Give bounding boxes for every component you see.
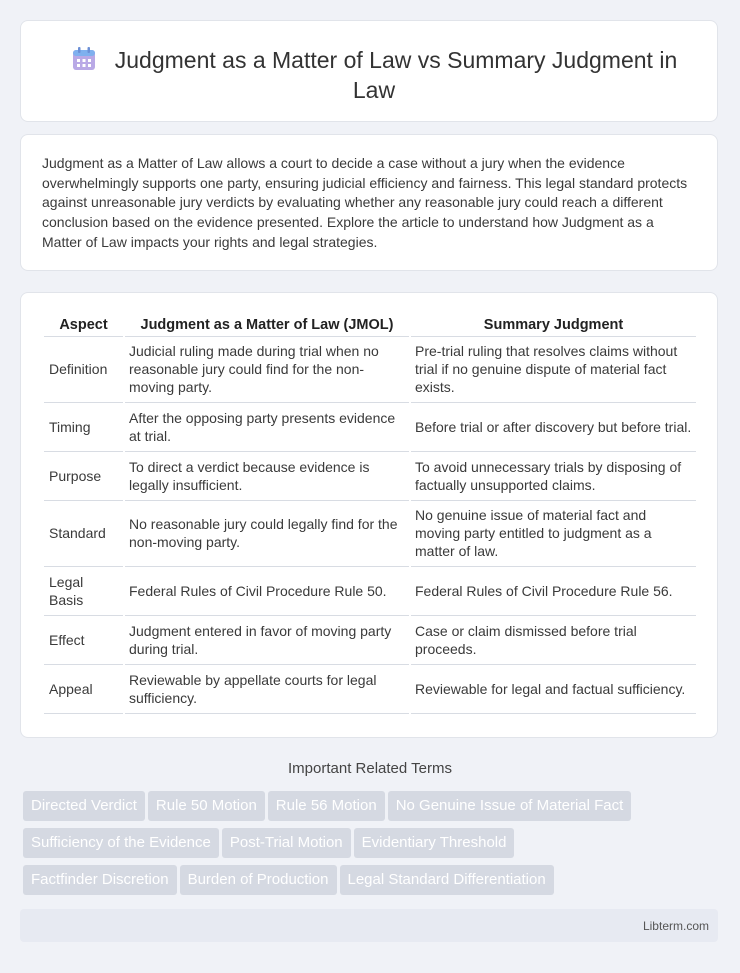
table-row	[44, 665, 696, 714]
intro-card	[20, 134, 718, 271]
cell-summary: Reviewable for legal and factual sufficiency.	[411, 665, 696, 714]
related-terms-list	[23, 791, 713, 902]
title-card	[20, 20, 718, 122]
related-term-tag[interactable]: Rule 50 Motion	[148, 791, 265, 821]
related-term-tag[interactable]: Evidentiary Threshold	[354, 828, 515, 858]
cell-summary: Before trial or after discovery but before trial.	[411, 403, 696, 452]
related-term-tag[interactable]: No Genuine Issue of Material Fact	[388, 791, 632, 821]
cell-jmol: Judicial ruling made during trial when no reasonable jury could find for the non-moving party.	[125, 337, 409, 403]
cell-jmol: Judgment entered in favor of moving party during trial.	[125, 616, 409, 665]
intro-text: Judgment as a Matter of Law allows a court to decide a case without a jury when the evidence overwhelmingly supports one party, ensuring judicial efficiency and fairness. This legal standard protects against unreasonable jury verdicts by evaluating whether any reasonable jury could reach a different conclusion based on the evidence presented. Explore the article to understand how Judgment as a Matter of Law impacts your rights and legal strategies.	[42, 155, 688, 250]
cell-summary: Pre-trial ruling that resolves claims without trial if no genuine dispute of material fact exists.	[411, 337, 696, 403]
header-summary-judgment: Summary Judgment	[411, 313, 696, 337]
cell-jmol: No reasonable jury could legally find for the non-moving party.	[125, 501, 409, 567]
cell-summary: Federal Rules of Civil Procedure Rule 56.	[411, 567, 696, 616]
cell-aspect: Timing	[44, 403, 123, 452]
table-row	[44, 403, 696, 452]
cell-aspect: Standard	[44, 501, 123, 567]
header-jmol: Judgment as a Matter of Law (JMOL)	[125, 313, 409, 337]
related-term-tag[interactable]: Directed Verdict	[23, 791, 145, 821]
table-row	[44, 452, 696, 501]
related-term-tag[interactable]: Factfinder Discretion	[23, 865, 177, 895]
cell-summary: No genuine issue of material fact and moving party entitled to judgment as a matter of law.	[411, 501, 696, 567]
related-terms-title: Important Related Terms	[288, 760, 452, 777]
cell-jmol: To direct a verdict because evidence is legally insufficient.	[125, 452, 409, 501]
related-term-tag[interactable]: Legal Standard Differentiation	[340, 865, 554, 895]
related-term-tag[interactable]: Rule 56 Motion	[268, 791, 385, 821]
cell-jmol: Reviewable by appellate courts for legal sufficiency.	[125, 665, 409, 714]
cell-summary: To avoid unnecessary trials by disposing of factually unsupported claims.	[411, 452, 696, 501]
related-term-tag[interactable]: Post-Trial Motion	[222, 828, 351, 858]
table-row	[44, 501, 696, 567]
cell-aspect: Definition	[44, 337, 123, 403]
cell-aspect: Legal Basis	[44, 567, 123, 616]
table-header-row	[44, 313, 696, 337]
calendar-icon	[71, 46, 97, 72]
footer	[20, 909, 718, 942]
related-term-tag[interactable]: Burden of Production	[180, 865, 337, 895]
comparison-table	[42, 313, 698, 714]
cell-jmol: Federal Rules of Civil Procedure Rule 50.	[125, 567, 409, 616]
footer-site-link[interactable]: Libterm.com	[642, 919, 709, 933]
table-row	[44, 616, 696, 665]
page-title: Judgment as a Matter of Law vs Summary Judgment in Law	[114, 47, 678, 103]
table-row	[44, 337, 696, 403]
header-aspect: Aspect	[44, 313, 123, 337]
related-term-tag[interactable]: Sufficiency of the Evidence	[23, 828, 219, 858]
cell-summary: Case or claim dismissed before trial proceeds.	[411, 616, 696, 665]
cell-aspect: Effect	[44, 616, 123, 665]
page-title-wrap	[51, 45, 697, 105]
cell-aspect: Purpose	[44, 452, 123, 501]
cell-jmol: After the opposing party presents evidence at trial.	[125, 403, 409, 452]
comparison-card	[20, 292, 718, 738]
cell-aspect: Appeal	[44, 665, 123, 714]
table-row	[44, 567, 696, 616]
